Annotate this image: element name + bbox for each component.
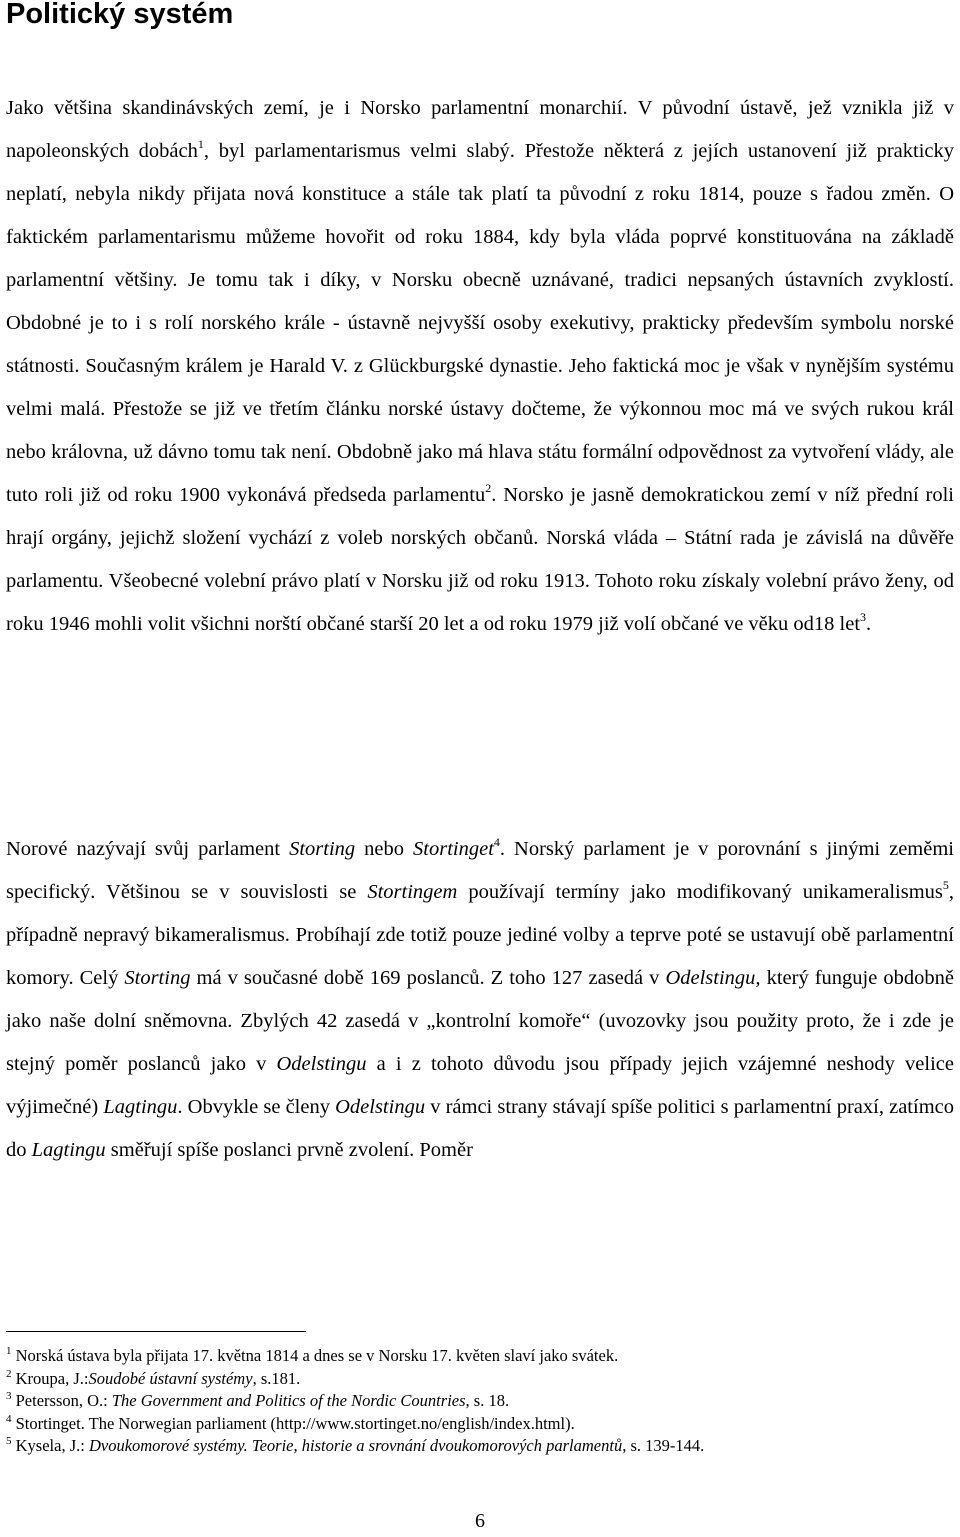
footnote-number: 3 [6, 1390, 12, 1402]
body-paragraph-2 [6, 828, 954, 1172]
footnote-text: , s. 18. [465, 1391, 510, 1410]
text-run: v rámci strany stávají spíše politici s parlamentní praxí, zatímco do [6, 1096, 954, 1161]
footnote-text: Kysela, J.: [15, 1436, 89, 1455]
footnote-4 [6, 1413, 954, 1436]
footnote-5 [6, 1435, 954, 1458]
italic-term: Storting [124, 967, 191, 989]
footnote-text: , s.181. [252, 1368, 301, 1388]
text-run: . Norský parlament je v porovnání s jinými zeměmi specifický. Většinou se v souvislosti se [6, 838, 954, 903]
footnote-number: 1 [6, 1345, 12, 1357]
text-run: který funguje obdobně jako naše dolní sněmovna. Zbylých 42 zasedá v „kontrolní komoře“ (uvozovky jsou použity proto, že i zde je stejný poměr poslanců jako v [6, 967, 954, 1075]
text-run: , případně nepravý bikameralismus. Probíhají zde totiž pouze jediné volby a teprve poté se ustavují obě parlamentní komory. Celý [6, 881, 954, 989]
page-title: Politický systém [6, 0, 234, 30]
text-run: nebo [355, 838, 414, 860]
footnote-ref-5[interactable]: 5 [942, 878, 949, 892]
footnote-text: Kroupa, J.: [15, 1368, 89, 1388]
text-run: a i z tohoto důvodu jsou případy jejich vzájemné neshody velice výjimečné) [6, 1053, 954, 1118]
italic-term: Lagtingu [103, 1096, 178, 1118]
text-run: má v současné době 169 poslanců. Z toho 127 zasedá v [190, 967, 666, 989]
footnote-number: 4 [6, 1412, 12, 1425]
text-run: Norové nazývají svůj parlament [6, 838, 290, 860]
footnote-number: 5 [6, 1435, 12, 1447]
footnotes [6, 1345, 954, 1458]
footnote-text: Stortinget. The Norwegian parliament (http://www.stortinget.no/english/index.html). [15, 1413, 575, 1433]
body-paragraph-1 [6, 87, 954, 646]
footnote-title: Dvoukomorové systémy. Teorie, historie a srovnání dvoukomorových parlamentů [88, 1436, 623, 1455]
text-run: Přestože se již ve třetím článku norské ústavy dočteme, že výkonnou moc má ve svých rukou král nebo královna, už dávno tomu tak není. Obdobně jako má hlava státu formální odpovědnost za vytvoření vlády, ale tuto roli již od roku 1900 vykonává předseda parlamentu [6, 398, 954, 506]
footnote-ref-3[interactable]: 3 [860, 610, 867, 624]
italic-term: Storting [289, 838, 356, 860]
text-run: . [866, 613, 872, 635]
footnote-ref-4[interactable]: 4 [493, 835, 500, 849]
italic-term: Stortingem [367, 881, 458, 903]
text-run: O faktickém parlamentarismu můžeme hovořit od roku 1884, kdy byla vláda poprvé konstituována na základě parlamentní většiny. Je tomu tak i díky, v Norsku obecně uznávané, tradici nepsaných ústavních zvyklostí. Obdobné je to i s rolí norského krále - ústavně nejvyšší osoby exekutivy, prakticky především symbolu norské státnosti. Současným králem je Harald V. z Glückburgské dynastie. Jeho faktická moc je však v nynějším systému velmi malá. [6, 183, 955, 420]
text-run: . Norsko je jasně demokratickou zemí v níž přední roli hrají orgány, jejichž složení vychází z voleb norských občanů. Norská vláda – Státní rada je závislá na důvěře parlamentu. Všeobecné volební právo platí v Norsku již od roku 1913. Tohoto roku získaly volební právo ženy, od roku 1946 mohli volit všichni norští občané starší 20 let a od roku 1979 již volí občané ve věku od18 let [6, 484, 954, 635]
footnote-3 [6, 1390, 954, 1413]
text-run: používají termíny jako modifikovaný unikameralismus [457, 881, 943, 903]
footnote-ref-1[interactable]: 1 [197, 137, 204, 151]
text-run: . Obvykle se členy [177, 1096, 336, 1118]
text-run: směřují spíše poslanci prvně zvolení. Poměr [105, 1139, 473, 1161]
italic-term: Odelstingu, [665, 967, 761, 989]
footnote-ref-2[interactable]: 2 [485, 481, 492, 495]
italic-term: Lagtingu [31, 1139, 106, 1161]
footnote-number: 2 [6, 1367, 12, 1380]
footnote-text: Petersson, O.: [15, 1391, 112, 1410]
footnote-2 [6, 1368, 954, 1391]
footnote-text: Norská ústava byla přijata 17. května 1814 a dnes se v Norsku 17. květen slaví jako svátek. [15, 1346, 619, 1365]
footnote-title: Soudobé ústavní systémy [88, 1368, 253, 1388]
footnote-text: , s. 139-144. [622, 1436, 705, 1455]
page-number: 6 [475, 1510, 485, 1532]
text-run: , byl parlamentarismus velmi slabý. Přestože některá z jejích ustanovení již prakticky neplatí, nebyla nikdy přijata nová konstituce a stále tak platí ta původní z roku 1814, pouze s řadou změn. [6, 140, 954, 205]
footnote-title: The Government and Politics of the Nordic Countries [111, 1391, 466, 1410]
footnote-1 [6, 1345, 954, 1368]
text-run: Jako většina skandinávských zemí, je i Norsko parlamentní monarchií. V původní ústavě, jež vznikla již v napoleonských dobách [6, 97, 954, 162]
italic-term: Odelstingu [276, 1053, 367, 1075]
italic-term: Odelstingu [335, 1096, 426, 1118]
italic-term: Stortinget [413, 838, 494, 860]
footnote-separator [6, 1331, 306, 1332]
